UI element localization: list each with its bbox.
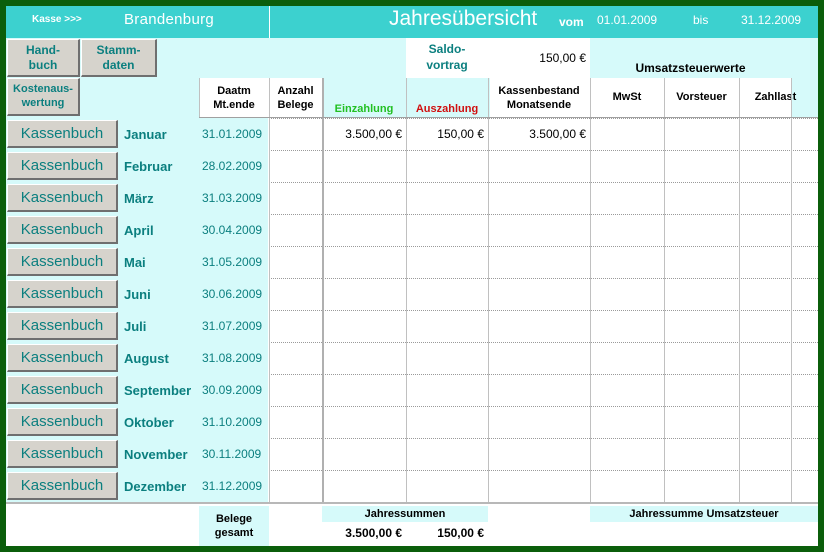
einzahlung-cell[interactable] — [322, 438, 406, 470]
mwst-cell[interactable] — [590, 278, 664, 310]
mwst-cell[interactable] — [590, 118, 664, 150]
auszahlung-cell[interactable] — [406, 214, 488, 246]
kassenbuch-button[interactable]: Kassenbuch — [7, 344, 118, 372]
vorsteuer-cell[interactable] — [664, 406, 739, 438]
kassenbestand-cell[interactable] — [488, 150, 590, 182]
kassenbuch-button[interactable]: Kassenbuch — [7, 120, 118, 148]
kassenbuch-button[interactable]: Kassenbuch — [7, 440, 118, 468]
kassenbuch-button[interactable]: Kassenbuch — [7, 248, 118, 276]
vorsteuer-cell[interactable] — [664, 278, 739, 310]
saldo-value[interactable]: 150,00 € — [539, 51, 586, 65]
month-end-date: 31.05.2009 — [202, 255, 263, 269]
zahllast-cell[interactable] — [739, 406, 812, 438]
einzahlung-cell[interactable] — [322, 150, 406, 182]
mwst-cell[interactable] — [590, 214, 664, 246]
workbook-sheet — [6, 6, 818, 546]
auszahlung-cell[interactable] — [406, 182, 488, 214]
month-end-date: 31.01.2009 — [202, 127, 263, 141]
col-header-vorsteuer: Vorsteuer — [676, 91, 727, 103]
zahllast-cell[interactable] — [739, 470, 812, 502]
anzahl-belege-cell[interactable] — [269, 310, 322, 342]
auszahlung-cell[interactable] — [406, 246, 488, 278]
einzahlung-cell[interactable] — [322, 278, 406, 310]
zahllast-cell[interactable] — [739, 214, 812, 246]
month-name: Februar — [124, 158, 173, 174]
anzahl-belege-cell[interactable] — [269, 470, 322, 502]
sum-einzahlung: 3.500,00 € — [345, 526, 402, 541]
handbuch-button[interactable]: Hand- buch — [7, 39, 80, 77]
jahressummen-label: Jahressummen — [322, 506, 488, 522]
col-header-einzahlung: Einzahlung — [334, 103, 394, 115]
kassenbuch-button[interactable]: Kassenbuch — [7, 472, 118, 500]
umsatz-group-header: Umsatzsteuerwerte — [635, 61, 746, 75]
kassenbuch-button[interactable]: Kassenbuch — [7, 216, 118, 244]
mwst-cell[interactable] — [590, 150, 664, 182]
kassenbestand-cell[interactable] — [488, 214, 590, 246]
auszahlung-cell[interactable] — [406, 310, 488, 342]
kassenbestand-cell[interactable] — [488, 438, 590, 470]
anzahl-belege-cell[interactable] — [269, 342, 322, 374]
date-to: 31.12.2009 — [741, 13, 802, 27]
vorsteuer-cell[interactable] — [664, 374, 739, 406]
month-end-date: 30.11.2009 — [202, 447, 262, 461]
kasse-link[interactable]: Kasse >>> — [32, 14, 82, 25]
mwst-cell[interactable] — [590, 406, 664, 438]
vom-label: vom — [559, 15, 584, 29]
month-end-date: 31.08.2009 — [202, 351, 263, 365]
vorsteuer-cell[interactable] — [664, 342, 739, 374]
month-end-date: 30.06.2009 — [202, 287, 263, 301]
zahllast-cell[interactable] — [739, 438, 812, 470]
kassenbuch-button[interactable]: Kassenbuch — [7, 280, 118, 308]
month-end-date: 31.03.2009 — [202, 191, 263, 205]
sum-auszahlung: 150,00 € — [437, 526, 484, 541]
col-header-auszahlung: Auszahlung — [415, 103, 479, 115]
auszahlung-cell[interactable] — [406, 406, 488, 438]
mwst-cell[interactable] — [590, 470, 664, 502]
month-end-date: 30.04.2009 — [202, 223, 263, 237]
mwst-cell[interactable] — [590, 246, 664, 278]
einzahlung-cell[interactable] — [322, 214, 406, 246]
month-name: November — [124, 446, 188, 462]
mwst-cell[interactable] — [590, 438, 664, 470]
vorsteuer-cell[interactable] — [664, 246, 739, 278]
anzahl-belege-cell[interactable] — [269, 118, 322, 150]
month-name: Dezember — [124, 478, 187, 494]
month-end-date: 31.07.2009 — [202, 319, 263, 333]
zahllast-cell[interactable] — [739, 182, 812, 214]
mwst-cell[interactable] — [590, 182, 664, 214]
vorsteuer-cell[interactable] — [664, 214, 739, 246]
month-name: Januar — [124, 126, 167, 142]
month-name: Juni — [124, 286, 151, 302]
col-header-anzahl: Anzahl Belege — [277, 84, 314, 111]
vorsteuer-cell[interactable] — [664, 118, 739, 150]
kassenbuch-button[interactable]: Kassenbuch — [7, 408, 118, 436]
kassenbuch-button[interactable]: Kassenbuch — [7, 184, 118, 212]
date-from: 01.01.2009 — [597, 13, 658, 27]
einzahlung-cell[interactable] — [322, 374, 406, 406]
kassenbuch-button[interactable]: Kassenbuch — [7, 376, 118, 404]
kassenbestand-cell[interactable] — [488, 182, 590, 214]
month-end-date: 31.12.2009 — [202, 479, 263, 493]
anzahl-belege-cell[interactable] — [269, 438, 322, 470]
auszahlung-cell[interactable] — [406, 374, 488, 406]
kassenbuch-button[interactable]: Kassenbuch — [7, 152, 118, 180]
stammdaten-button[interactable]: Stamm- daten — [81, 39, 157, 77]
mwst-cell[interactable] — [590, 342, 664, 374]
anzahl-belege-cell[interactable] — [269, 214, 322, 246]
zahllast-cell[interactable] — [739, 246, 812, 278]
month-name: Oktober — [124, 414, 174, 430]
auszahlung-cell[interactable] — [406, 342, 488, 374]
einzahlung-cell[interactable] — [322, 182, 406, 214]
month-end-date: 31.10.2009 — [202, 415, 263, 429]
anzahl-belege-cell[interactable] — [269, 278, 322, 310]
einzahlung-cell[interactable] — [322, 246, 406, 278]
month-end-date: 30.09.2009 — [202, 383, 263, 397]
anzahl-belege-cell[interactable] — [269, 150, 322, 182]
col-header-mwst: MwSt — [612, 91, 642, 103]
kassenbestand-cell[interactable]: 3.500,00 € — [529, 127, 586, 141]
month-name: September — [124, 382, 192, 398]
zahllast-cell[interactable] — [739, 118, 812, 150]
vorsteuer-cell[interactable] — [664, 438, 739, 470]
kassenbestand-cell[interactable] — [488, 374, 590, 406]
bis-label: bis — [693, 13, 709, 27]
kostenauswertung-button[interactable]: Kostenaus- wertung — [7, 78, 80, 116]
kassenbestand-cell[interactable] — [488, 470, 590, 502]
vorsteuer-cell[interactable] — [664, 470, 739, 502]
kassenbestand-cell[interactable] — [488, 278, 590, 310]
vorsteuer-cell[interactable] — [664, 310, 739, 342]
col-header-date: Daatm Mt.ende — [213, 84, 255, 111]
auszahlung-cell[interactable]: 150,00 € — [437, 127, 484, 141]
zahllast-cell[interactable] — [739, 310, 812, 342]
footer-separator — [6, 502, 818, 504]
einzahlung-cell[interactable] — [322, 406, 406, 438]
saldo-label: Saldo- vortrag — [426, 42, 468, 72]
kassenbestand-cell[interactable] — [488, 406, 590, 438]
mwst-cell[interactable] — [590, 310, 664, 342]
auszahlung-cell[interactable] — [406, 278, 488, 310]
page-title: Jahresübersicht — [389, 7, 538, 30]
col-header-zahllast: Zahllast — [754, 91, 797, 103]
month-name: Mai — [124, 254, 146, 270]
month-end-date: 28.02.2009 — [202, 159, 263, 173]
anzahl-belege-cell[interactable] — [269, 406, 322, 438]
anzahl-belege-cell[interactable] — [269, 374, 322, 406]
einzahlung-cell[interactable]: 3.500,00 € — [345, 127, 402, 141]
kassenbestand-cell[interactable] — [488, 342, 590, 374]
einzahlung-cell[interactable] — [322, 342, 406, 374]
col-header-kassenbestand: Kassenbestand Monatsende — [498, 84, 580, 111]
title-divider — [269, 6, 270, 38]
auszahlung-cell[interactable] — [406, 470, 488, 502]
einzahlung-cell[interactable] — [322, 470, 406, 502]
belege-gesamt-label: Belege gesamt — [199, 506, 269, 546]
month-name: Juli — [124, 318, 147, 334]
vorsteuer-cell[interactable] — [664, 182, 739, 214]
mwst-cell[interactable] — [590, 374, 664, 406]
auszahlung-cell[interactable] — [406, 150, 488, 182]
einzahlung-cell[interactable] — [322, 310, 406, 342]
month-name: August — [124, 350, 169, 366]
zahllast-cell[interactable] — [739, 150, 812, 182]
zahllast-cell[interactable] — [739, 278, 812, 310]
auszahlung-cell[interactable] — [406, 438, 488, 470]
kassenbestand-cell[interactable] — [488, 246, 590, 278]
kassenbuch-button[interactable]: Kassenbuch — [7, 312, 118, 340]
vorsteuer-cell[interactable] — [664, 150, 739, 182]
zahllast-cell[interactable] — [739, 374, 812, 406]
anzahl-belege-cell[interactable] — [269, 182, 322, 214]
month-name: März — [124, 190, 154, 206]
kassenbestand-cell[interactable] — [488, 310, 590, 342]
month-name: April — [124, 222, 154, 238]
anzahl-belege-cell[interactable] — [269, 246, 322, 278]
zahllast-cell[interactable] — [739, 342, 812, 374]
location-name: Brandenburg — [124, 11, 215, 28]
jahressumme-ust-label: Jahressumme Umsatzsteuer — [590, 506, 818, 522]
